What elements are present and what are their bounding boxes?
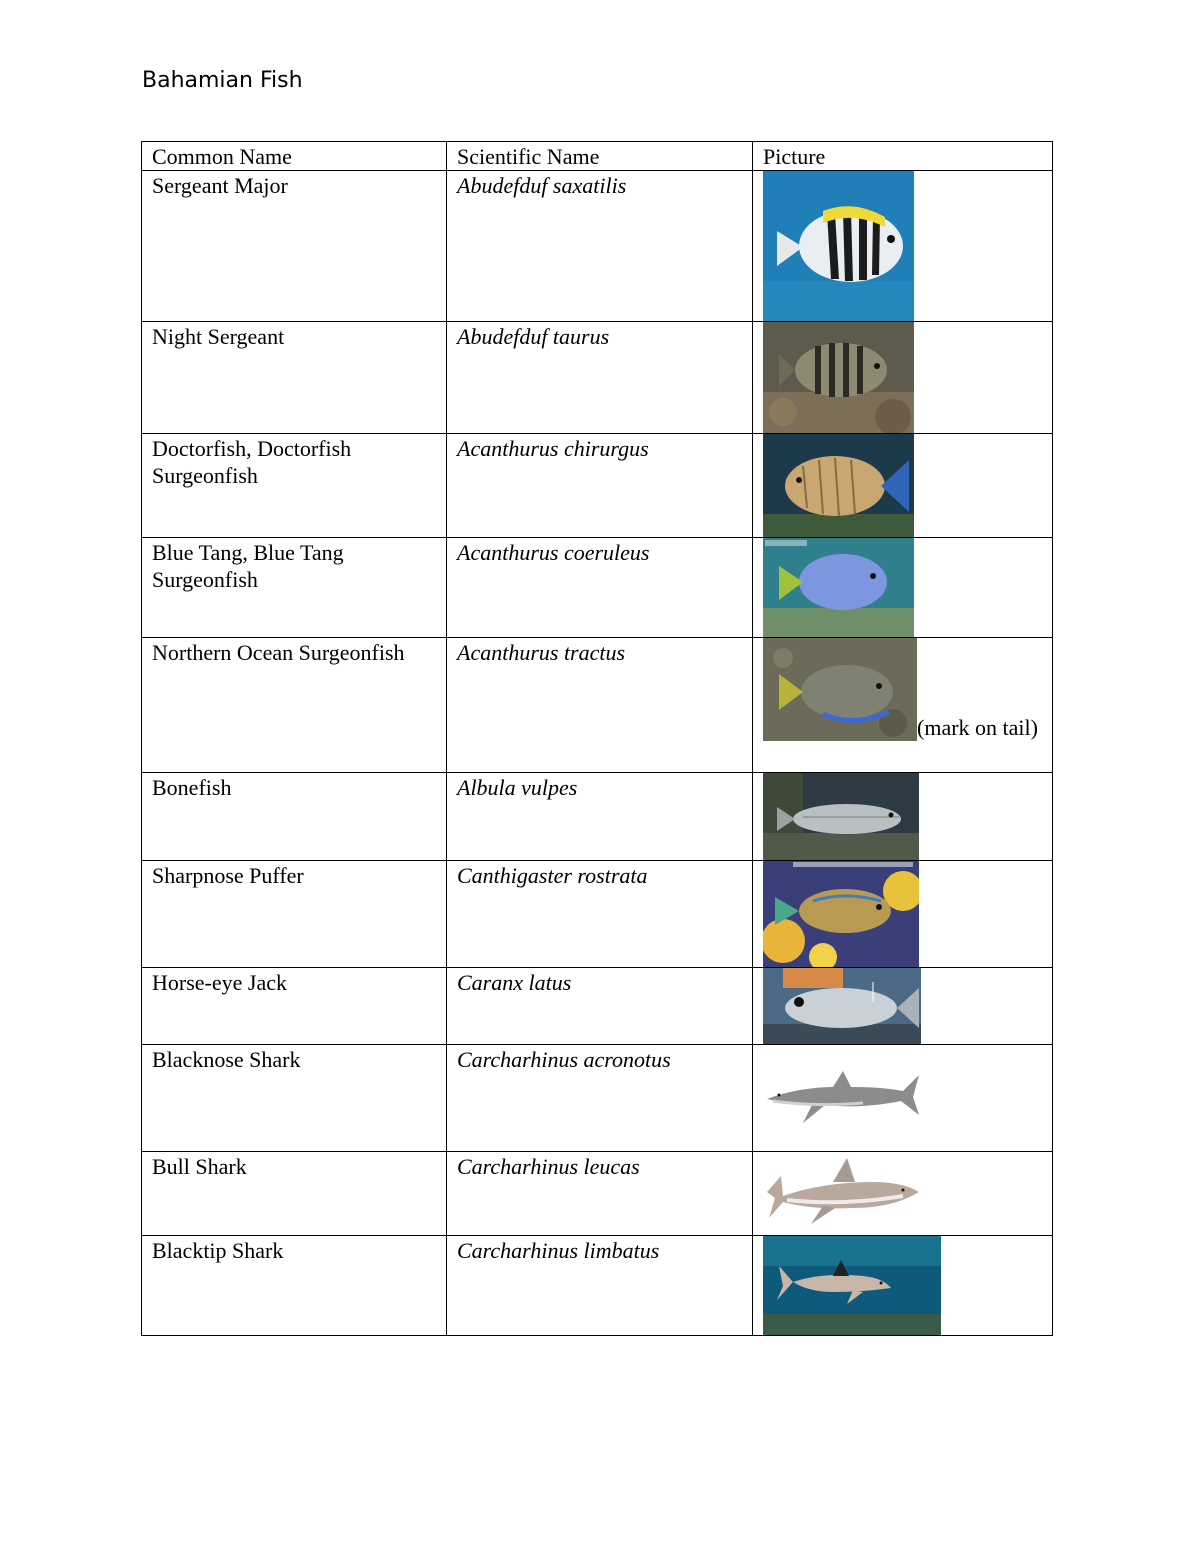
scientific-name-cell: Caranx latus — [447, 968, 753, 1045]
scientific-name-cell: Acanthurus coeruleus — [447, 538, 753, 638]
picture-cell — [753, 434, 1053, 538]
common-name-cell: Night Sergeant — [142, 322, 447, 434]
header-picture: Picture — [753, 142, 1053, 171]
table-row — [142, 322, 1053, 434]
bonefish-photo — [763, 773, 919, 860]
doctorfish-photo — [763, 434, 914, 537]
scientific-name-cell: Canthigaster rostrata — [447, 861, 753, 968]
picture-cell — [753, 322, 1053, 434]
table-row — [142, 773, 1053, 861]
blacktip-shark-photo — [763, 1236, 941, 1335]
scientific-name-cell: Acanthurus chirurgus — [447, 434, 753, 538]
common-name-cell: Sharpnose Puffer — [142, 861, 447, 968]
picture-cell — [753, 171, 1053, 322]
table-row — [142, 434, 1053, 538]
picture-cell — [753, 1045, 1053, 1152]
bull-shark-illustration — [763, 1152, 921, 1235]
common-name-cell: Bonefish — [142, 773, 447, 861]
table-row — [142, 1045, 1053, 1152]
ocean-surgeonfish-photo — [763, 638, 917, 741]
horse-eye-jack-photo — [763, 968, 921, 1044]
scientific-name-cell: Albula vulpes — [447, 773, 753, 861]
table-row — [142, 861, 1053, 968]
picture-cell — [753, 773, 1053, 861]
sergeant-major-photo — [763, 171, 914, 321]
common-name-cell: Northern Ocean Surgeonfish — [142, 638, 447, 773]
common-name-cell: Horse-eye Jack — [142, 968, 447, 1045]
header-common-name: Common Name — [142, 142, 447, 171]
scientific-name-cell: Acanthurus tractus — [447, 638, 753, 773]
picture-cell — [753, 1236, 1053, 1336]
picture-cell — [753, 638, 1053, 773]
table-row — [142, 968, 1053, 1045]
scientific-name-cell: Abudefduf taurus — [447, 322, 753, 434]
scientific-name-cell: Carcharhinus limbatus — [447, 1236, 753, 1336]
night-sergeant-photo — [763, 322, 914, 433]
scientific-name-cell: Abudefduf saxatilis — [447, 171, 753, 322]
common-name-cell: Doctorfish, Doctorfish Surgeonfish — [142, 434, 447, 538]
common-name-cell: Blacknose Shark — [142, 1045, 447, 1152]
blue-tang-photo — [763, 538, 914, 637]
picture-note: (mark on tail) — [917, 715, 1038, 740]
table-row — [142, 1152, 1053, 1236]
scientific-name-cell: Carcharhinus leucas — [447, 1152, 753, 1236]
header-scientific-name: Scientific Name — [447, 142, 753, 171]
table-row — [142, 171, 1053, 322]
picture-cell — [753, 538, 1053, 638]
common-name-cell: Blue Tang, Blue Tang Surgeonfish — [142, 538, 447, 638]
table-header-row — [142, 142, 1053, 171]
table-row — [142, 538, 1053, 638]
page-title: Bahamian Fish — [142, 68, 303, 93]
scientific-name-cell: Carcharhinus acronotus — [447, 1045, 753, 1152]
common-name-cell: Blacktip Shark — [142, 1236, 447, 1336]
blacknose-shark-illustration — [763, 1045, 921, 1151]
picture-cell — [753, 968, 1053, 1045]
common-name-cell: Bull Shark — [142, 1152, 447, 1236]
table-row — [142, 1236, 1053, 1336]
common-name-cell: Sergeant Major — [142, 171, 447, 322]
fish-table — [141, 141, 1053, 1336]
picture-cell — [753, 1152, 1053, 1236]
picture-cell — [753, 861, 1053, 968]
table-row — [142, 638, 1053, 773]
sharpnose-puffer-photo — [763, 861, 919, 967]
